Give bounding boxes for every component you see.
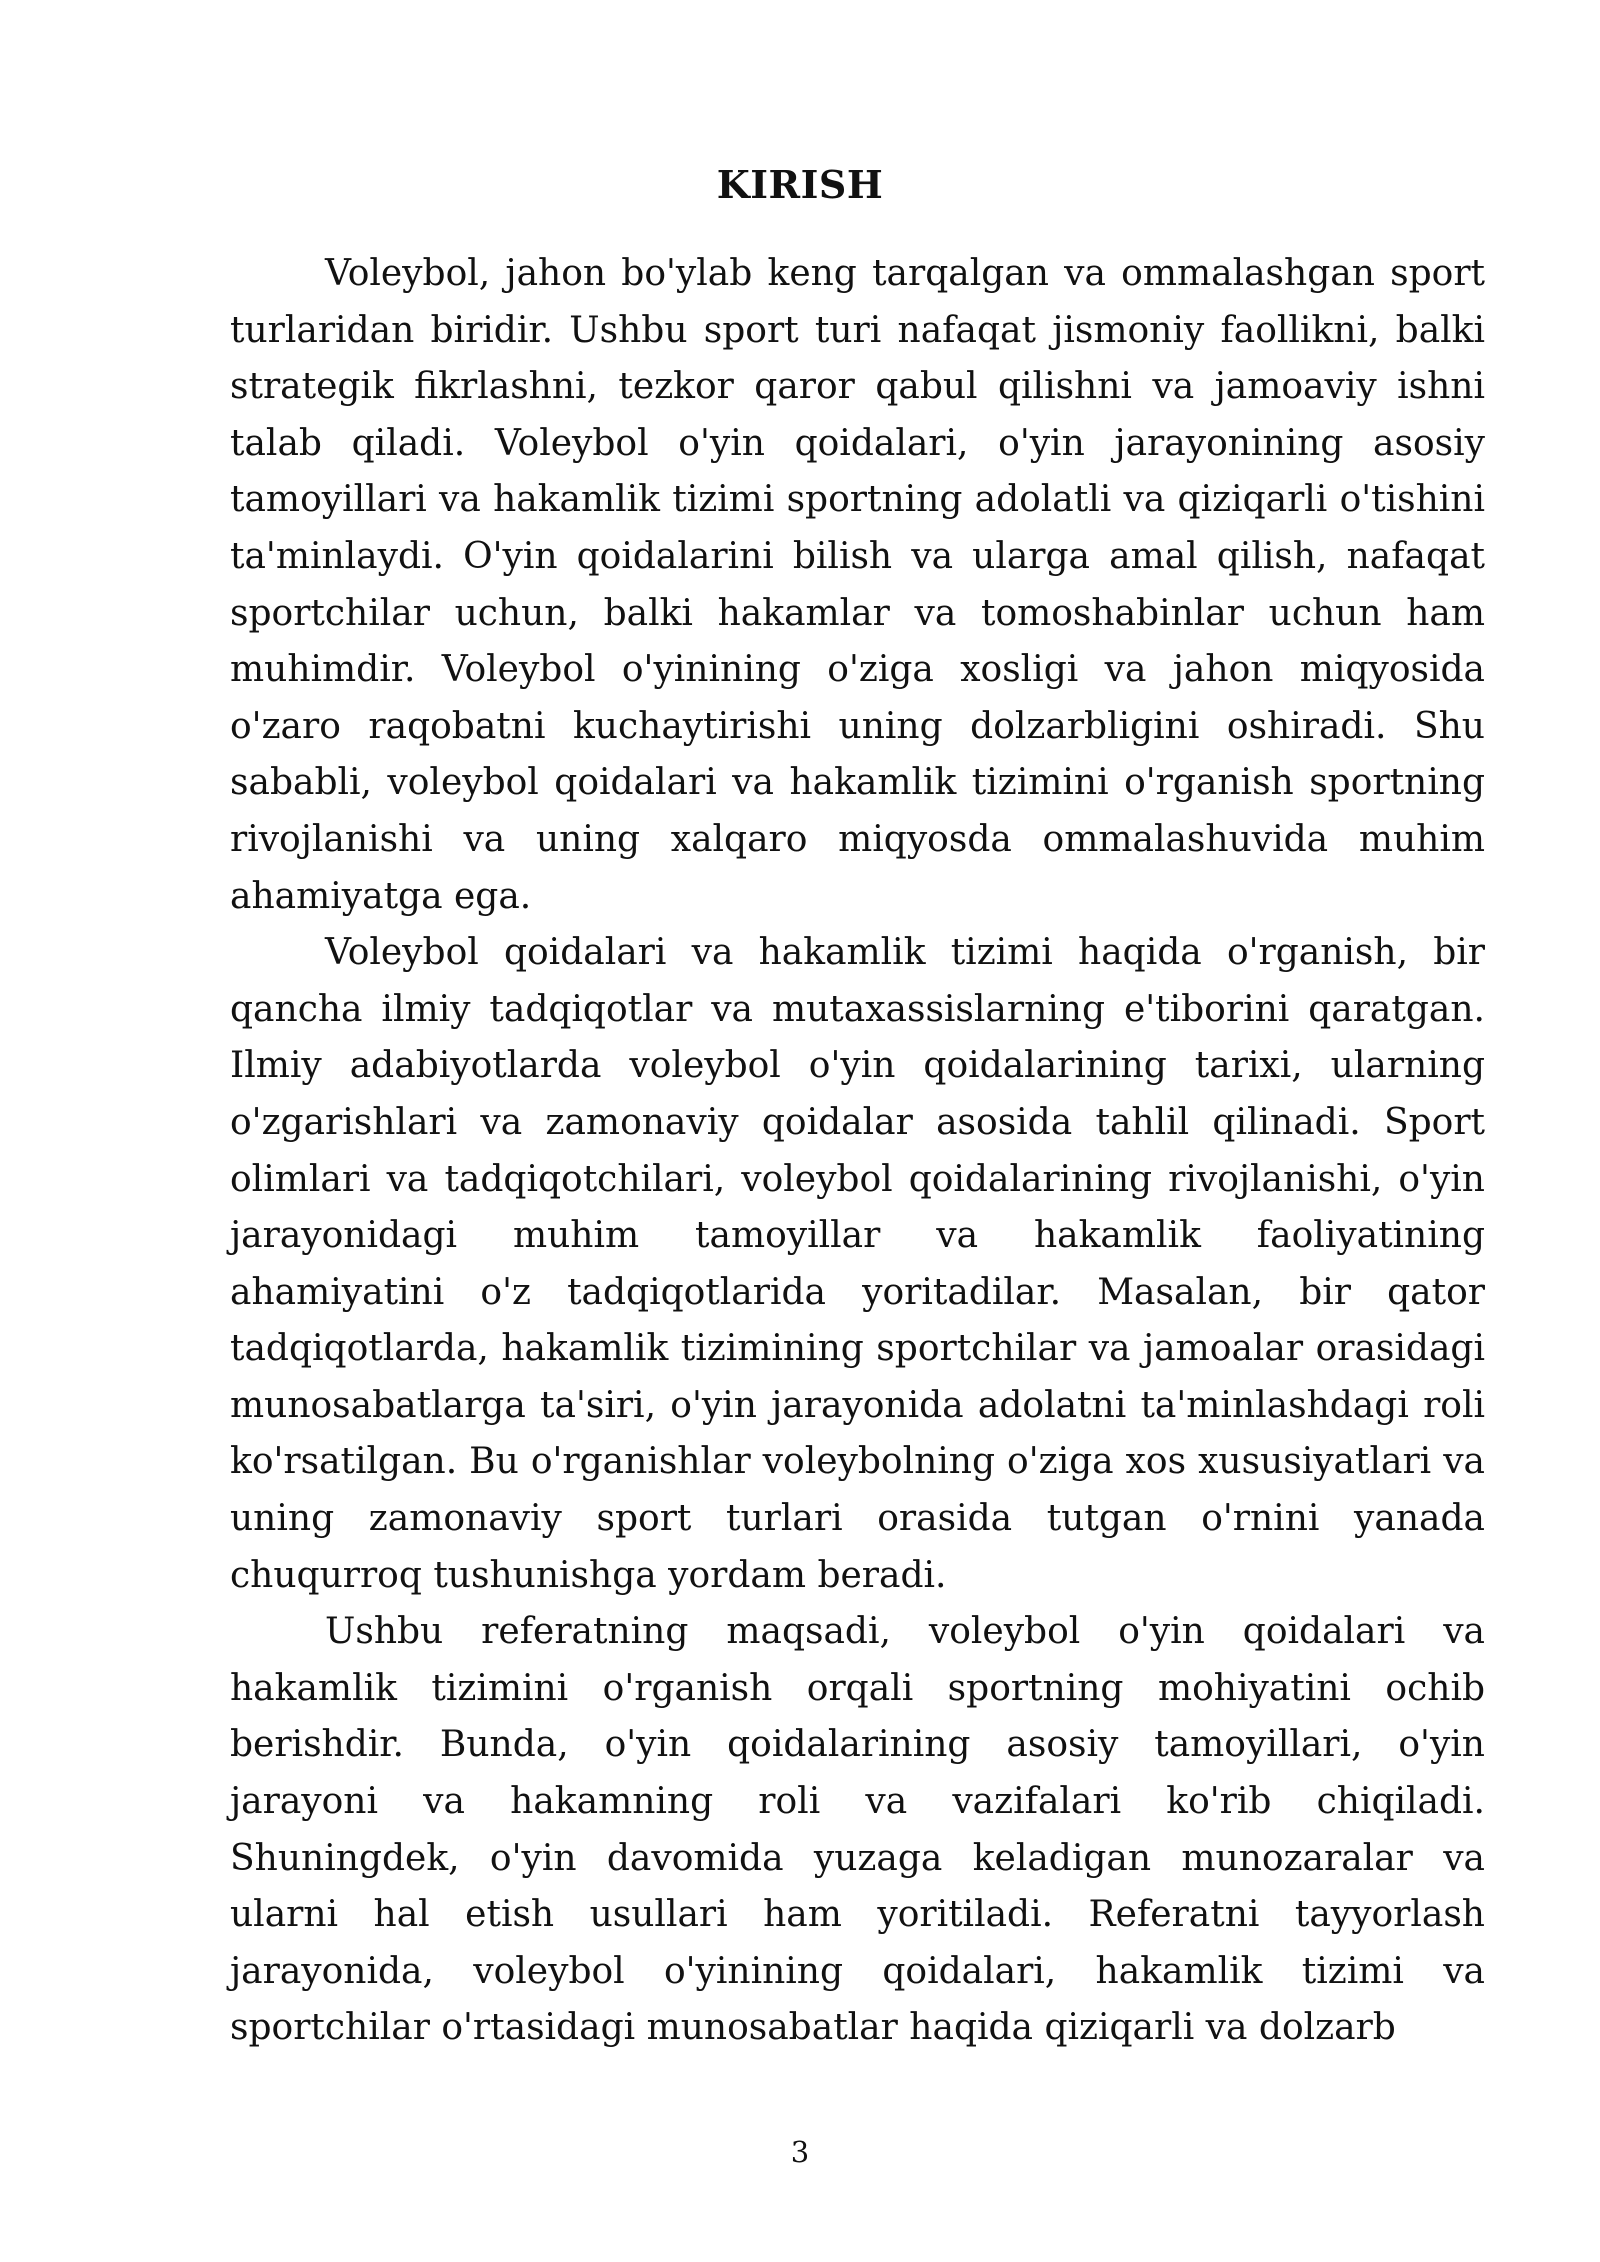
body-text bbox=[230, 246, 1485, 2057]
paragraph-purpose: Ushbu referatning maqsadi, voleybol o'yin qoidalari va hakamlik tizimini o'rganish orqali sportning mohiyatini ochib berishdir. Bunda, o'yin qoidalarining asosiy tamoyillari, o'yin jarayoni va hakamning roli va vazifalari ko'rib chiqiladi. Shuningdek, o'yin davomida yuzaga keladigan munozaralar va ularni hal etish usullari ham yoritiladi. Referatni tayyorlash jarayonida, voleybol o'yinining qoidalari, hakamlik tizimi va sportchilar o'rtasidagi munosabatlar haqida qiziqarli va dolzarb bbox=[230, 1611, 1485, 2049]
page-number: 3 bbox=[790, 2135, 810, 2169]
paragraph-research: Voleybol qoidalari va hakamlik tizimi haqida o'rganish, bir qancha ilmiy tadqiqotlar va mutaxassislarning e'tiborini qaratgan. Ilmiy adabiyotlarda voleybol o'yin qoidalarining tarixi, ularning o'zgarishlari va zamonaviy qoidalar asosida tahlil qilinadi. Sport olimlari va tadqiqotchilari, voleybol qoidalarining rivojlanishi, o'yin jarayonidagi muhim tamoyillar va hakamlik faoliyatining ahamiyatini o'z tadqiqotlarida yoritadilar. Masalan, bir qator tadqiqotlarda, hakamlik tizimining sportchilar va jamoalar orasidagi munosabatlarga ta'siri, o'yin jarayonida adolatni ta'minlashdagi roli ko'rsatilgan. Bu o'rganishlar voleybolning o'ziga xos xususiyatlari va uning zamonaviy sport turlari orasida tutgan o'rnini yanada chuqurroq tushunishga yordam beradi. bbox=[230, 932, 1485, 1596]
paragraph-intro: Voleybol, jahon bo'ylab keng tarqalgan va ommalashgan sport turlaridan biridir. Ushbu sport turi nafaqat jismoniy faollikni, balki strategik fikrlashni, tezkor qaror qabul qilishni va jamoaviy ishni talab qiladi. Voleybol o'yin qoidalari, o'yin jarayonining asosiy tamoyillari va hakamlik tizimi sportning adolatli va qiziqarli o'tishini ta'minlaydi. O'yin qoidalarini bilish va ularga amal qilish, nafaqat sportchilar uchun, balki hakamlar va tomoshabinlar uchun ham muhimdir. Voleybol o'yinining o'ziga xosligi va jahon miqyosida o'zaro raqobatni kuchaytirishi uning dolzarbligini oshiradi. Shu sababli, voleybol qoidalari va hakamlik tizimini o'rganish sportning rivojlanishi va uning xalqaro miqyosda ommalashuvida muhim ahamiyatga ega. bbox=[230, 253, 1485, 917]
section-title: KIRISH bbox=[716, 162, 884, 207]
